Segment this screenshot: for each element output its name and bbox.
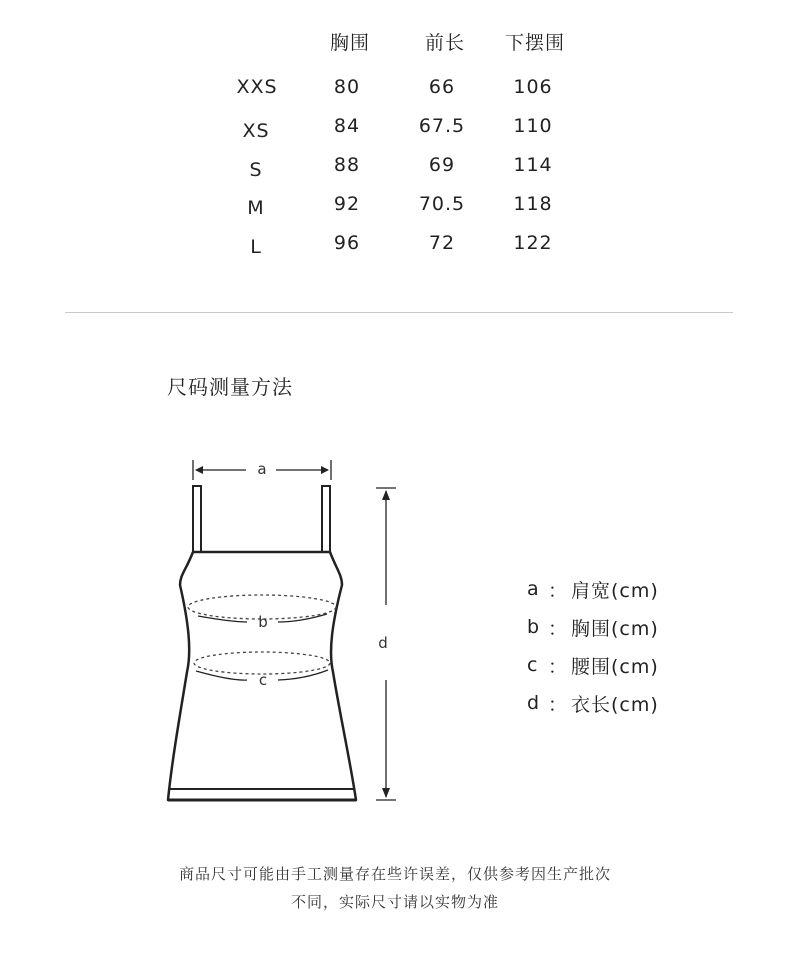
chest-value: 92: [333, 193, 361, 215]
hem-value: 110: [513, 115, 553, 137]
legend-key: c: [527, 654, 539, 676]
size-label: XXS: [236, 76, 278, 98]
label-c: c: [258, 671, 268, 689]
size-table: [0, 0, 790, 270]
front-length-value: 67.5: [418, 115, 466, 137]
legend-item-chest: [527, 608, 659, 646]
section-divider: [65, 312, 733, 313]
legend-colon: ：: [547, 655, 568, 678]
size-label: M: [247, 197, 265, 219]
measure-section-title: 尺码测量方法: [167, 375, 293, 399]
label-b: b: [258, 613, 268, 631]
size-label: XS: [242, 120, 270, 142]
measurement-legend: [527, 570, 659, 722]
header-chest: 胸围: [329, 32, 371, 54]
legend-item-shoulder: [527, 570, 659, 608]
size-label: L: [250, 236, 262, 258]
header-hem: 下摆围: [504, 32, 566, 54]
legend-item-length: [527, 684, 659, 722]
header-front-length: 前长: [424, 32, 466, 54]
hem-value: 122: [513, 232, 553, 254]
chest-value: 88: [333, 154, 361, 176]
legend-key: d: [527, 692, 541, 714]
legend-label: 胸围(cm): [571, 617, 659, 640]
hem-value: 118: [513, 193, 553, 215]
front-length-value: 69: [428, 154, 456, 176]
legend-label: 肩宽(cm): [571, 579, 659, 602]
camisole-measurement-diagram: [150, 450, 420, 810]
disclaimer-line-2: 不同，实际尺寸请以实物为准: [290, 893, 499, 911]
legend-colon: ：: [547, 693, 568, 716]
legend-colon: ：: [547, 617, 568, 640]
legend-label: 腰围(cm): [571, 655, 659, 678]
hem-value: 106: [513, 76, 553, 98]
front-length-value: 70.5: [418, 193, 466, 215]
legend-key: b: [527, 616, 541, 638]
legend-key: a: [527, 578, 540, 600]
hem-value: 114: [513, 154, 553, 176]
chest-value: 96: [333, 232, 361, 254]
label-d: d: [378, 634, 388, 652]
chest-value: 80: [333, 76, 361, 98]
size-label: S: [249, 159, 263, 181]
front-length-value: 72: [428, 232, 456, 254]
chest-value: 84: [333, 115, 361, 137]
front-length-value: 66: [428, 76, 456, 98]
legend-colon: ：: [547, 579, 568, 602]
legend-item-waist: [527, 646, 659, 684]
label-a: a: [257, 460, 267, 478]
disclaimer-line-1: 商品尺寸可能由手工测量存在些许误差，仅供参考因生产批次: [178, 865, 611, 883]
legend-label: 衣长(cm): [571, 693, 659, 716]
